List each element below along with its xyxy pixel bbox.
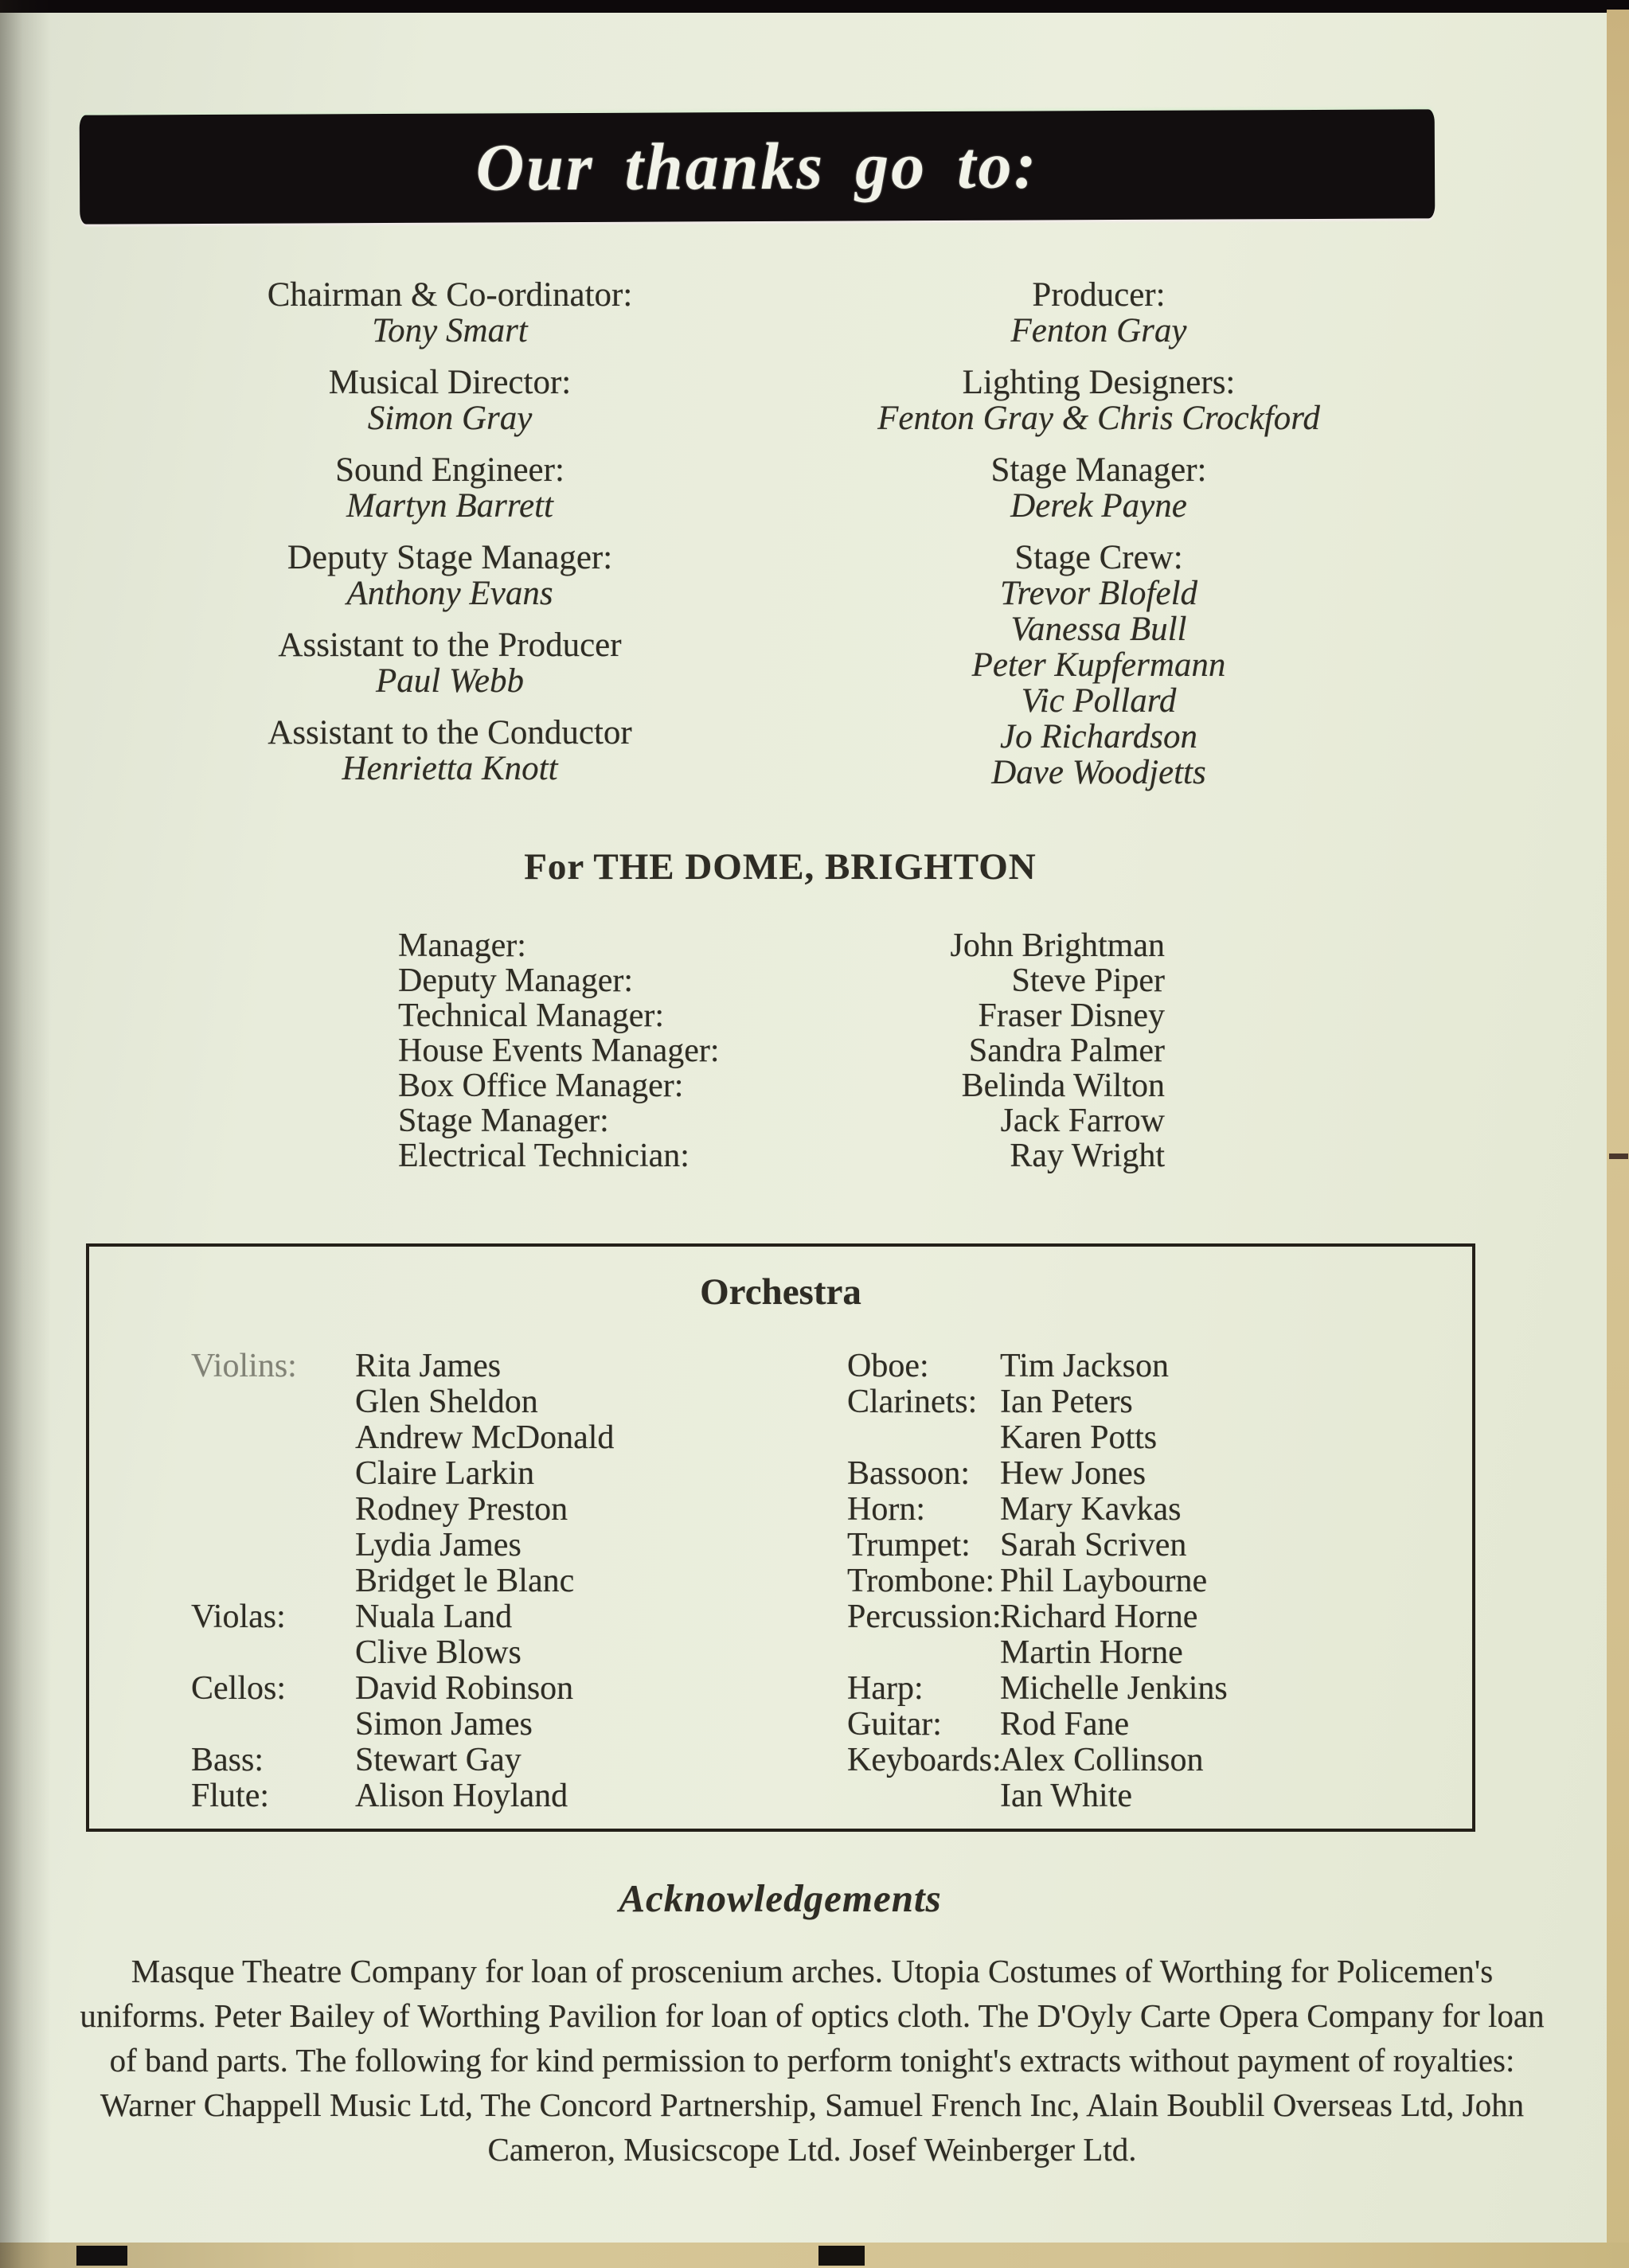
instrument-label: Horn: bbox=[847, 1491, 925, 1528]
orchestra-row bbox=[89, 1743, 1472, 1778]
credit-name: Henrietta Knott bbox=[342, 750, 558, 787]
musician-name: Lydia James bbox=[355, 1527, 522, 1563]
musician-name: Michelle Jenkins bbox=[1000, 1670, 1228, 1707]
credit-entry bbox=[784, 452, 1413, 524]
dome-role: Technical Manager: bbox=[398, 997, 665, 1034]
musician-name: Rod Fane bbox=[1000, 1706, 1130, 1743]
credit-name: Simon Gray bbox=[367, 400, 533, 437]
instrument-label: Flute: bbox=[191, 1778, 270, 1814]
dome-row bbox=[398, 963, 1165, 998]
musician-name: Ian Peters bbox=[1000, 1384, 1133, 1420]
credit-name: Tony Smart bbox=[372, 312, 528, 349]
instrument-label: Cellos: bbox=[191, 1670, 287, 1707]
credit-role: Stage Crew: bbox=[1014, 539, 1183, 576]
instrument-label bbox=[847, 1635, 1000, 1671]
instrument-label bbox=[191, 1635, 355, 1671]
orchestra-row bbox=[89, 1707, 1472, 1743]
credit-name: Jo Richardson bbox=[999, 718, 1197, 755]
credit-name: Anthony Evans bbox=[346, 575, 553, 612]
credit-role: Sound Engineer: bbox=[335, 451, 564, 489]
credit-role: Producer: bbox=[1032, 276, 1166, 314]
orchestra-grid bbox=[89, 1349, 1472, 1814]
credit-name: Vic Pollard bbox=[1021, 682, 1177, 720]
musician-name: Alison Hoyland bbox=[355, 1778, 568, 1814]
instrument-label: Harp: bbox=[847, 1670, 924, 1707]
dome-staff-list bbox=[398, 928, 1165, 1173]
dome-role: Electrical Technician: bbox=[398, 1138, 689, 1174]
dome-name: Fraser Disney bbox=[978, 997, 1165, 1034]
scan-edge-right bbox=[1607, 10, 1629, 2268]
dome-role: Box Office Manager: bbox=[398, 1068, 684, 1104]
musician-name: Martin Horne bbox=[1000, 1634, 1183, 1671]
instrument-label bbox=[191, 1707, 355, 1743]
orchestra-row bbox=[89, 1599, 1472, 1635]
credit-name: Fenton Gray bbox=[1010, 312, 1187, 349]
orchestra-row bbox=[89, 1528, 1472, 1563]
dome-name: Sandra Palmer bbox=[968, 1033, 1165, 1069]
musician-name: Claire Larkin bbox=[355, 1455, 535, 1492]
dome-section-heading: For THE DOME, BRIGHTON bbox=[524, 846, 1037, 888]
credit-entry bbox=[135, 540, 764, 611]
dome-role: Manager: bbox=[398, 927, 526, 964]
musician-name: Mary Kavkas bbox=[1000, 1491, 1182, 1528]
dome-row bbox=[398, 1138, 1165, 1173]
credit-entry bbox=[135, 715, 764, 787]
credit-name: Peter Kupfermann bbox=[971, 646, 1226, 684]
title-banner bbox=[80, 109, 1436, 224]
instrument-label: Oboe: bbox=[847, 1348, 929, 1384]
instrument-label: Bass: bbox=[191, 1742, 264, 1778]
dome-row bbox=[398, 998, 1165, 1033]
credit-role: Deputy Stage Manager: bbox=[287, 539, 613, 576]
credit-entry bbox=[135, 365, 764, 436]
dome-role: Deputy Manager: bbox=[398, 962, 634, 999]
page-title: Our thanks go to: bbox=[475, 128, 1039, 205]
credit-role: Lighting Designers: bbox=[962, 364, 1236, 401]
credit-role: Assistant to the Conductor bbox=[268, 714, 632, 751]
instrument-label bbox=[847, 1778, 1000, 1814]
dome-name: Ray Wright bbox=[1010, 1138, 1165, 1174]
acknowledgements-text: Masque Theatre Company for loan of proscenium arches. Utopia Costumes of Worthing for Policemen's uniforms. Peter Bailey of Worthing Pavilion for loan of optics cloth. The D'Oyly Carte Opera Company for loan of band parts. The following for kind permission to perform tonight's extracts without payment of royalties: Warner Chappell Music Ltd, The Concord Partnership, Samuel French Inc, Alain Boublil Overseas Ltd, John Cameron, Musicscope Ltd. Josef Weinberger Ltd. bbox=[80, 1953, 1545, 2168]
orchestra-heading: Orchestra bbox=[700, 1271, 861, 1313]
credit-name: Vanessa Bull bbox=[1010, 611, 1187, 648]
instrument-label: Keyboards: bbox=[847, 1742, 1002, 1778]
dome-name: Steve Piper bbox=[1011, 962, 1165, 999]
scan-artifact-mark bbox=[76, 2246, 127, 2266]
instrument-label: Violins: bbox=[191, 1348, 297, 1384]
musician-name: Sarah Scriven bbox=[1000, 1527, 1187, 1563]
instrument-label: Trumpet: bbox=[847, 1527, 971, 1563]
scan-edge-bottom bbox=[0, 2243, 1629, 2268]
instrument-label bbox=[191, 1563, 355, 1599]
instrument-label bbox=[191, 1420, 355, 1456]
orchestra-box bbox=[86, 1243, 1475, 1832]
musician-name: Clive Blows bbox=[355, 1634, 522, 1671]
scan-artifact-dash bbox=[1609, 1154, 1628, 1159]
credit-name: Trevor Blofeld bbox=[999, 575, 1198, 612]
dome-name: John Brightman bbox=[950, 927, 1165, 964]
instrument-label: Trombone: bbox=[847, 1563, 995, 1599]
musician-name: Glen Sheldon bbox=[355, 1384, 538, 1420]
musician-name: Rodney Preston bbox=[355, 1491, 568, 1528]
instrument-label bbox=[847, 1420, 1000, 1456]
orchestra-row bbox=[89, 1384, 1472, 1420]
musician-name: Hew Jones bbox=[1000, 1455, 1147, 1492]
instrument-label bbox=[191, 1456, 355, 1492]
musician-name: Richard Horne bbox=[1000, 1599, 1198, 1635]
credit-entry bbox=[135, 277, 764, 349]
instrument-label bbox=[191, 1492, 355, 1528]
scan-edge-left bbox=[0, 0, 51, 2268]
instrument-label: Clarinets: bbox=[847, 1384, 978, 1420]
credit-name: Fenton Gray & Chris Crockford bbox=[877, 400, 1320, 437]
musician-name: Ian White bbox=[1000, 1778, 1132, 1814]
instrument-label: Percussion: bbox=[847, 1599, 1002, 1635]
credit-role: Chairman & Co-ordinator: bbox=[267, 276, 633, 314]
credit-name: Martyn Barrett bbox=[346, 487, 553, 525]
credit-name: Derek Payne bbox=[1010, 487, 1187, 525]
credit-entry bbox=[135, 452, 764, 524]
musician-name: Tim Jackson bbox=[1000, 1348, 1169, 1384]
dome-row bbox=[398, 928, 1165, 963]
credit-role: Musical Director: bbox=[328, 364, 572, 401]
credit-role: Stage Manager: bbox=[990, 451, 1207, 489]
credits-right-column bbox=[784, 277, 1413, 806]
credit-role: Assistant to the Producer bbox=[278, 627, 622, 664]
credit-name: Paul Webb bbox=[376, 662, 524, 700]
musician-name: David Robinson bbox=[355, 1670, 574, 1707]
credit-name: Dave Woodjetts bbox=[991, 754, 1206, 791]
orchestra-row bbox=[89, 1492, 1472, 1528]
musician-name: Phil Laybourne bbox=[1000, 1563, 1208, 1599]
dome-role: House Events Manager: bbox=[398, 1033, 720, 1069]
instrument-label bbox=[191, 1384, 355, 1420]
orchestra-row bbox=[89, 1563, 1472, 1599]
acknowledgements-heading: Acknowledgements bbox=[619, 1876, 942, 1920]
orchestra-row bbox=[89, 1671, 1472, 1707]
musician-name: Stewart Gay bbox=[355, 1742, 522, 1778]
instrument-label: Violas: bbox=[191, 1599, 286, 1635]
musician-name: Bridget le Blanc bbox=[355, 1563, 575, 1599]
instrument-label: Guitar: bbox=[847, 1706, 942, 1743]
dome-name: Belinda Wilton bbox=[961, 1068, 1165, 1104]
musician-name: Nuala Land bbox=[355, 1599, 513, 1635]
orchestra-row bbox=[89, 1420, 1472, 1456]
instrument-label: Bassoon: bbox=[847, 1455, 971, 1492]
musician-name: Karen Potts bbox=[1000, 1419, 1158, 1456]
dome-row bbox=[398, 1033, 1165, 1068]
scan-edge-top bbox=[0, 0, 1629, 13]
musician-name: Alex Collinson bbox=[1000, 1742, 1204, 1778]
dome-row bbox=[398, 1068, 1165, 1103]
musician-name: Rita James bbox=[355, 1348, 502, 1384]
instrument-label bbox=[191, 1528, 355, 1563]
orchestra-row bbox=[89, 1349, 1472, 1384]
dome-row bbox=[398, 1103, 1165, 1138]
musician-name: Andrew McDonald bbox=[355, 1419, 615, 1456]
dome-name: Jack Farrow bbox=[1000, 1103, 1165, 1139]
credit-entry bbox=[135, 627, 764, 699]
scan-artifact-mark bbox=[818, 2246, 865, 2266]
credits-left-column bbox=[135, 277, 764, 802]
credit-entry bbox=[784, 365, 1413, 436]
orchestra-row bbox=[89, 1778, 1472, 1814]
musician-name: Simon James bbox=[355, 1706, 533, 1743]
credit-entry bbox=[784, 277, 1413, 349]
orchestra-row bbox=[89, 1456, 1472, 1492]
orchestra-row bbox=[89, 1635, 1472, 1671]
dome-role: Stage Manager: bbox=[398, 1103, 609, 1139]
credit-entry-stage-crew bbox=[784, 540, 1413, 790]
